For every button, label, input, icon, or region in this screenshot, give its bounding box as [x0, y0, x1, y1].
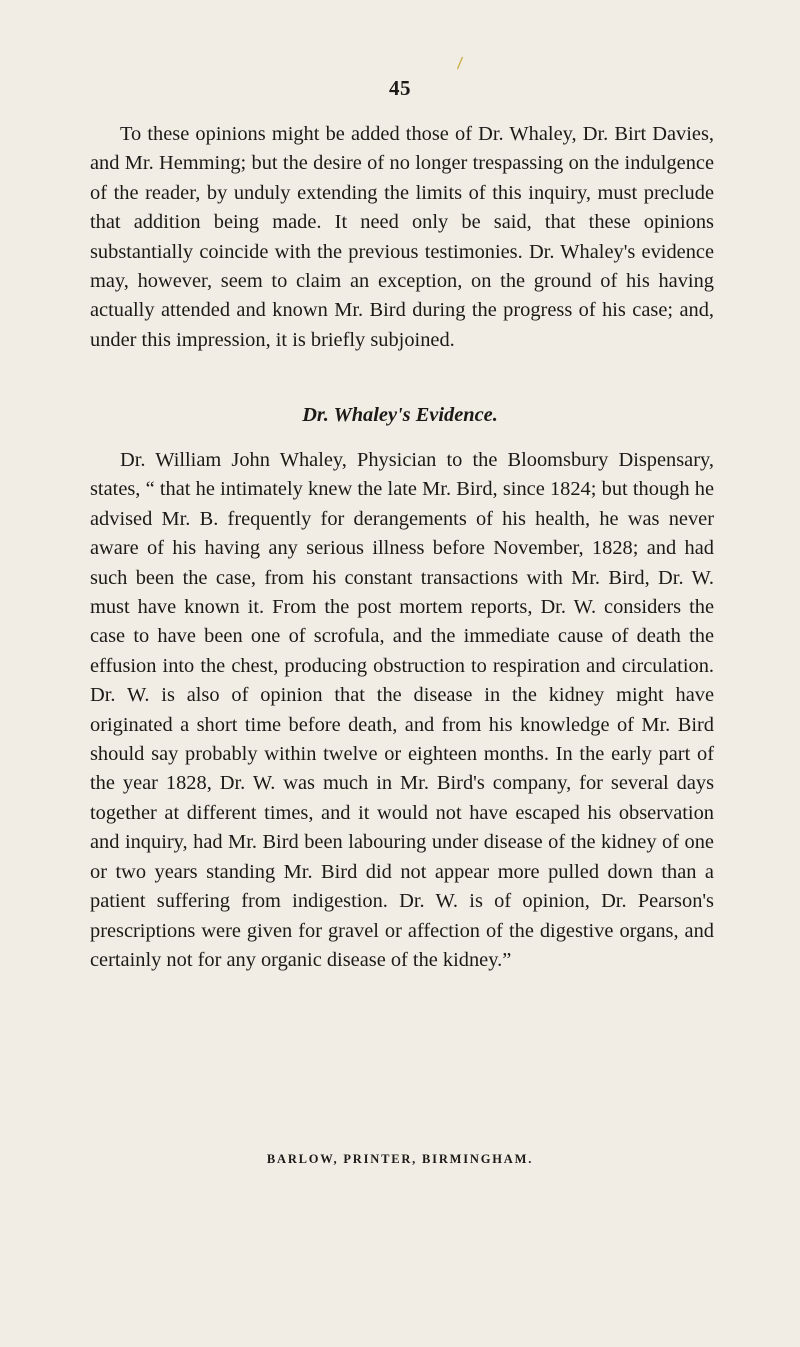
body-paragraph-evidence: Dr. William John Whaley, Physician to the Bloomsbury Dispensary, states, “ that he intimately knew the late Mr. Bird, since 1824; but though he advised Mr. B. frequently for derangements of his health, he was never aware of his having any serious illness before November, 1828; and had such been the case, from his constant transactions with Mr. Bird, Dr. W. must have known it. From the post mortem reports, Dr. W. considers the case to have been one of scrofula, and the immediate cause of death the effusion into the chest, producing obstruction to respiration and circulation. Dr. W. is also of opinion that the disease in the kidney might have originated a short time before death, and from his knowledge of Mr. Bird should say probably within twelve or eighteen months. In the early part of the year 1828, Dr. W. was much in Mr. Bird's company, for several days together at different times, and it would not have escaped his observation and inquiry, had Mr. Bird been labouring under disease of the kidney of one or two years standing Mr. Bird did not appear more pulled down than a patient suffering from indigestion. Dr. W. is of opinion, Dr. Pearson's prescriptions were given for gravel or affection of the digestive organs, and certainly not for any organic disease of the kidney.”: [90, 449, 714, 971]
ink-tick-mark: [456, 56, 464, 70]
section-heading: Dr. Whaley's Evidence.: [302, 404, 498, 426]
page-number: 45: [389, 76, 411, 100]
body-paragraph-introduction: To these opinions might be added those of Dr. Whaley, Dr. Birt Davies, and Mr. Hemming; but the desire of no longer trespassing on the indulgence of the reader, by unduly extending the limits of this inquiry, must preclude that addition being made. It need only be said, that these opinions substantially coincide with the previous testimonies. Dr. Whaley's evidence may, however, seem to claim an exception, on the ground of his having actually attended and known Mr. Bird during the progress of his case; and, under this impression, it is briefly subjoined.: [90, 123, 714, 351]
printer-colophon: BARLOW, PRINTER, BIRMINGHAM.: [266, 1152, 534, 1166]
